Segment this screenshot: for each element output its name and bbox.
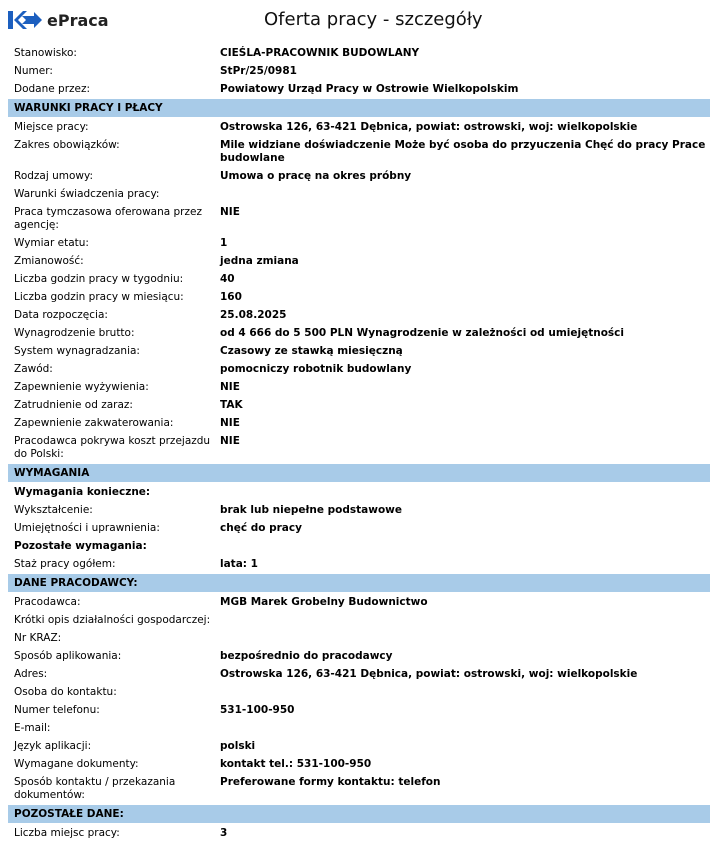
detail-row <box>8 519 710 537</box>
row-value <box>212 188 710 201</box>
row-label: Wynagrodzenie brutto: <box>14 326 135 339</box>
detail-row <box>8 360 710 378</box>
detail-row <box>8 501 710 519</box>
section-header-wymagania: WYMAGANIA <box>8 464 710 482</box>
row-label: Wymiar etatu: <box>14 236 89 249</box>
row-value: Ostrowska 126, 63-421 Dębnica, powiat: ostrowski, woj: wielkopolskie <box>220 667 638 680</box>
row-label: Zmianowość: <box>14 254 84 267</box>
row-label: Liczba miejsc pracy: <box>14 826 120 839</box>
detail-row <box>8 611 710 629</box>
detail-row <box>8 167 710 185</box>
row-label: Zapewnienie zakwaterowania: <box>14 416 174 429</box>
detail-row <box>8 270 710 288</box>
row-value: lata: 1 <box>220 557 258 570</box>
detail-row <box>8 737 710 755</box>
row-label: Nr KRAZ: <box>14 631 62 644</box>
detail-row <box>8 342 710 360</box>
row-value <box>212 686 710 699</box>
page-header <box>0 0 711 42</box>
detail-row <box>8 185 710 203</box>
row-label: Liczba godzin pracy w miesiącu: <box>14 290 184 303</box>
row-label: Zapewnienie wyżywienia: <box>14 380 149 393</box>
row-value: Powiatowy Urząd Pracy w Ostrowie Wielkopolskim <box>220 82 519 95</box>
row-value: polski <box>220 739 256 752</box>
row-value: bezpośrednio do pracodawcy <box>220 649 393 662</box>
row-label: Numer telefonu: <box>14 703 100 716</box>
row-label: Rodzaj umowy: <box>14 169 93 182</box>
row-value: brak lub niepełne podstawowe <box>220 503 402 516</box>
epraca-logo-icon <box>8 10 42 30</box>
detail-row <box>8 378 710 396</box>
row-value: MGB Marek Grobelny Budownictwo <box>220 595 428 608</box>
row-label: Wykształcenie: <box>14 503 93 516</box>
row-value: Czasowy ze stawką miesięczną <box>220 344 403 357</box>
detail-row <box>8 324 710 342</box>
detail-row-numer <box>8 62 710 80</box>
row-label: Zatrudnienie od zaraz: <box>14 398 133 411</box>
detail-row <box>8 288 710 306</box>
subheading-konieczne: Wymagania konieczne: <box>14 485 151 498</box>
pozostale-dane-rows <box>8 824 710 842</box>
detail-row <box>8 432 710 463</box>
detail-row <box>8 629 710 647</box>
pozostale-wymagania-rows <box>8 555 710 573</box>
warunki-rows <box>8 118 710 463</box>
detail-row <box>8 824 710 842</box>
row-label: E-mail: <box>14 721 51 734</box>
row-label: Zakres obowiązków: <box>14 138 120 151</box>
detail-row <box>8 234 710 252</box>
row-value: Umowa o pracę na okres próbny <box>220 169 412 182</box>
subheading-pozostale: Pozostałe wymagania: <box>14 539 147 552</box>
detail-row <box>8 136 710 167</box>
epraca-logo[interactable] <box>8 10 109 30</box>
row-label: Dodane przez: <box>14 82 91 95</box>
row-value <box>212 614 710 627</box>
detail-row <box>8 396 710 414</box>
detail-row <box>8 665 710 683</box>
row-value: 1 <box>220 236 228 249</box>
detail-row <box>8 647 710 665</box>
row-value: 25.08.2025 <box>220 308 287 321</box>
row-label: Krótki opis działalności gospodarczej: <box>14 613 211 626</box>
row-value: NIE <box>220 434 240 447</box>
row-value: TAK <box>220 398 243 411</box>
detail-row <box>8 755 710 773</box>
row-value: StPr/25/0981 <box>220 64 297 77</box>
row-value: NIE <box>220 205 240 218</box>
row-value: CIEŚLA-PRACOWNIK BUDOWLANY <box>220 46 420 59</box>
row-label: Adres: <box>14 667 48 680</box>
row-value: kontakt tel.: 531-100-950 <box>220 757 372 770</box>
detail-row <box>8 701 710 719</box>
row-value: Ostrowska 126, 63-421 Dębnica, powiat: ostrowski, woj: wielkopolskie <box>220 120 638 133</box>
section-header-pracodawca: DANE PRACODAWCY: <box>8 574 710 592</box>
row-value: Preferowane formy kontaktu: telefon <box>220 775 441 788</box>
row-label: Zawód: <box>14 362 53 375</box>
pracodawca-rows <box>8 593 710 804</box>
section-header-pozostale: POZOSTAŁE DANE: <box>8 805 710 823</box>
detail-row <box>8 306 710 324</box>
row-label: Osoba do kontaktu: <box>14 685 117 698</box>
row-label: Praca tymczasowa oferowana przez agencję: <box>14 205 202 231</box>
row-label: Staż pracy ogółem: <box>14 557 116 570</box>
row-value: 160 <box>220 290 242 303</box>
row-label: Sposób aplikowania: <box>14 649 122 662</box>
section-header-warunki: WARUNKI PRACY I PŁACY <box>8 99 710 117</box>
row-label: Pracodawca: <box>14 595 81 608</box>
row-label: Warunki świadczenia pracy: <box>14 187 160 200</box>
page-title: Oferta pracy - szczegóły <box>264 9 483 30</box>
row-value <box>212 632 710 645</box>
row-value: NIE <box>220 380 240 393</box>
row-label: Sposób kontaktu / przekazania dokumentów: <box>14 775 176 801</box>
detail-row <box>8 593 710 611</box>
row-label: Data rozpoczęcia: <box>14 308 108 321</box>
detail-row <box>8 118 710 136</box>
detail-row <box>8 773 710 804</box>
row-value: Mile widziane doświadczenie Może być osoba do przyuczenia Chęć do pracy Prace budowlane <box>220 138 706 164</box>
logo-text: ePraca <box>47 10 109 30</box>
row-value: chęć do pracy <box>220 521 302 534</box>
row-value: 40 <box>220 272 235 285</box>
detail-row <box>8 683 710 701</box>
row-value: jedna zmiana <box>220 254 299 267</box>
row-label: Liczba godzin pracy w tygodniu: <box>14 272 184 285</box>
row-label: Pracodawca pokrywa koszt przejazdu do Polski: <box>14 434 211 460</box>
konieczne-rows <box>8 501 710 537</box>
detail-row <box>8 719 710 737</box>
row-label: Miejsce pracy: <box>14 120 89 133</box>
row-value: pomocniczy robotnik budowlany <box>220 362 412 375</box>
row-label: Wymagane dokumenty: <box>14 757 139 770</box>
row-value <box>212 722 710 735</box>
row-value: od 4 666 do 5 500 PLN Wynagrodzenie w zależności od umiejętności <box>220 326 624 339</box>
detail-row-dodane-przez <box>8 80 710 98</box>
row-label: Stanowisko: <box>14 46 77 59</box>
row-value: 3 <box>220 826 228 839</box>
row-label: System wynagradzania: <box>14 344 140 357</box>
row-label: Język aplikacji: <box>14 739 92 752</box>
offer-details <box>8 44 710 842</box>
row-label: Umiejętności i uprawnienia: <box>14 521 160 534</box>
detail-row <box>8 555 710 573</box>
row-value: NIE <box>220 416 240 429</box>
detail-row-stanowisko <box>8 44 710 62</box>
detail-row <box>8 252 710 270</box>
detail-row <box>8 414 710 432</box>
detail-row <box>8 203 710 234</box>
row-label: Numer: <box>14 64 53 77</box>
row-value: 531-100-950 <box>220 703 295 716</box>
